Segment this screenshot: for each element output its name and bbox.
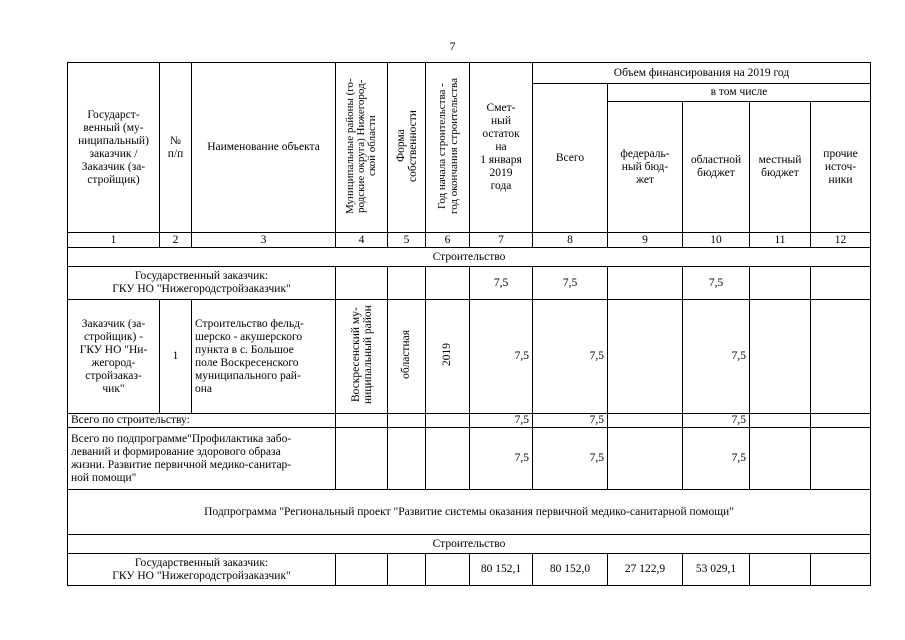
cell-district [336, 414, 388, 428]
object-regional: 7,5 [683, 300, 750, 414]
cell-years [426, 554, 470, 586]
cell-other [811, 428, 871, 490]
cell-total: 7,5 [533, 414, 608, 428]
header-other-text: прочие источ- ники [823, 147, 858, 186]
object-years-text: 2019 [441, 343, 453, 366]
cell-ownership [388, 554, 426, 586]
section-heading: Строительство [68, 535, 871, 554]
cell-regional: 7,5 [683, 414, 750, 428]
cell-district [336, 267, 388, 300]
state-customer-label [68, 554, 336, 586]
page-number: 7 [449, 39, 456, 53]
col-number: 9 [608, 233, 683, 248]
col-number: 5 [388, 233, 426, 248]
col-number: 10 [683, 233, 750, 248]
object-name [192, 300, 336, 414]
col-number: 7 [470, 233, 533, 248]
cell-balance: 80 152,1 [470, 554, 533, 586]
object-district [336, 300, 388, 414]
financing-table [67, 62, 871, 586]
header-districts-text: Муниципальные районы (го- родские округа) Нижегород- ской области [344, 77, 378, 214]
cell-local [750, 267, 811, 300]
cell-balance: 7,5 [470, 428, 533, 490]
cell-district [336, 554, 388, 586]
object-other [811, 300, 871, 414]
header-local [750, 102, 811, 233]
state-customer-label [68, 267, 336, 300]
cell-total: 7,5 [533, 267, 608, 300]
subprogram-title: Подпрограмма "Региональный проект "Развитие системы оказания первичной медико-санитарной помощи" [68, 490, 871, 535]
subprogram-total-label [68, 428, 336, 490]
cell-ownership [388, 414, 426, 428]
object-ownership [388, 300, 426, 414]
construction-total-row [68, 414, 871, 428]
header-funding [533, 63, 871, 84]
object-total: 7,5 [533, 300, 608, 414]
header-object-name [192, 63, 336, 233]
cell-other [811, 267, 871, 300]
header-including-text: в том числе [710, 86, 768, 98]
object-balance: 7,5 [470, 300, 533, 414]
cell-other [811, 554, 871, 586]
header-customer-text: Государст- венный (му- ниципальный) заказчик / Заказчик (за- стройщик) [78, 108, 149, 186]
header-num-text: № п/п [167, 134, 184, 160]
cell-total: 80 152,0 [533, 554, 608, 586]
cell-regional: 7,5 [683, 267, 750, 300]
object-row [68, 300, 871, 414]
state-customer-row [68, 267, 871, 300]
header-federal [608, 102, 683, 233]
cell-balance: 7,5 [470, 414, 533, 428]
object-ownership-text: областная [400, 330, 412, 379]
column-numbers-row [68, 233, 871, 248]
header-object-name-text: Наименование объекта [207, 141, 320, 153]
header-regional-text: областной бюджет [690, 154, 742, 179]
object-customer [68, 300, 160, 414]
header-customer [68, 63, 160, 233]
header-ownership [388, 63, 426, 233]
header-total [533, 84, 608, 233]
object-years [426, 300, 470, 414]
construction-total-label: Всего по строительству: [68, 414, 336, 428]
header-total-text: Всего [555, 151, 585, 164]
cell-years [426, 414, 470, 428]
cell-federal [608, 414, 683, 428]
header-balance-text: Смет- ный остаток на 1 января 2019 года [480, 102, 522, 192]
cell-federal [608, 267, 683, 300]
cell-balance: 7,5 [470, 267, 533, 300]
cell-years [426, 267, 470, 300]
header-years [426, 63, 470, 233]
header-local-text: местный бюджет [758, 154, 802, 179]
section-heading: Строительство [68, 248, 871, 267]
object-num: 1 [160, 300, 192, 414]
col-number: 3 [192, 233, 336, 248]
col-number: 11 [750, 233, 811, 248]
cell-local [750, 554, 811, 586]
col-number: 12 [811, 233, 871, 248]
header-including [608, 84, 871, 102]
col-number: 1 [68, 233, 160, 248]
object-name-text: Строительство фельд- шерско - акушерского пункта в с. Большое поле Воскресенского муниципального рай- она [195, 317, 304, 395]
object-customer-text: Заказчик (за- стройщик) - ГКУ НО "Ни- жегород- стройзаказ- чик" [79, 317, 148, 395]
cell-local [750, 414, 811, 428]
object-local [750, 300, 811, 414]
cell-federal: 27 122,9 [608, 554, 683, 586]
state-customer-row [68, 554, 871, 586]
col-number: 8 [533, 233, 608, 248]
cell-regional: 7,5 [683, 428, 750, 490]
col-number: 4 [336, 233, 388, 248]
cell-ownership [388, 267, 426, 300]
cell-regional: 53 029,1 [683, 554, 750, 586]
header-federal-text: федераль- ный бюд- жет [620, 147, 670, 186]
cell-years [426, 428, 470, 490]
state-customer-label-text: Государственный заказчик: ГКУ НО "Нижегородстройзаказчик" [112, 556, 291, 582]
col-number: 2 [160, 233, 192, 248]
cell-total: 7,5 [533, 428, 608, 490]
header-balance [470, 63, 533, 233]
header-regional [683, 102, 750, 233]
header-funding-text: Объем финансирования на 2019 год [613, 66, 790, 79]
cell-federal [608, 428, 683, 490]
object-federal [608, 300, 683, 414]
cell-other [811, 414, 871, 428]
subprogram-total-row [68, 428, 871, 490]
header-other [811, 102, 871, 233]
object-district-text: Воскресенский му- ниципальный район [349, 305, 374, 404]
cell-district [336, 428, 388, 490]
cell-local [750, 428, 811, 490]
col-number: 6 [426, 233, 470, 248]
cell-ownership [388, 428, 426, 490]
state-customer-label-text: Государственный заказчик: ГКУ НО "Нижегородстройзаказчик" [112, 270, 291, 295]
header-districts [336, 63, 388, 233]
subprogram-total-label-text: Всего по подпрограмме"Профилактика забо- леваний и формирование здорового образа жизни. Развитие первичной медико-санитар- ной помощи" [71, 432, 292, 484]
header-years-text: Год начала строительства - год окончания строительства [435, 77, 460, 214]
header-ownership-text: Форма собственности [394, 109, 419, 182]
header-num [160, 63, 192, 233]
